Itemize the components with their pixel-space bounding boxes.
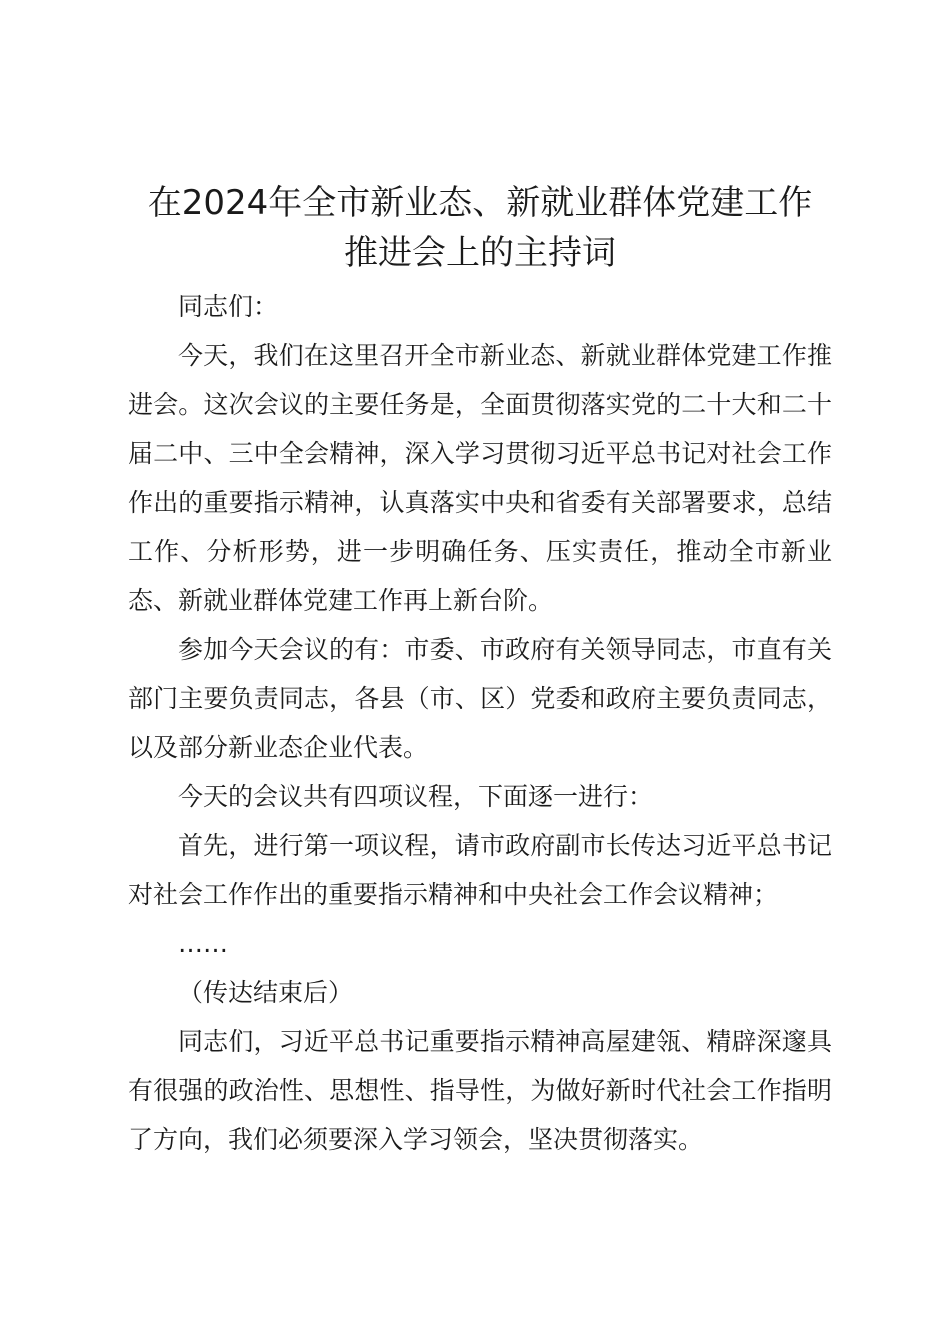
paragraph-attendees: 参加今天会议的有：市委、市政府有关领导同志，市直有关部门主要负责同志，各县（市、区）党委和政府主要负责同志，以及部分新业态企业代表。	[128, 635, 832, 762]
title-line-2: 推进会上的主持词	[344, 233, 616, 273]
paragraph-agenda-item-1: 首先，进行第一项议程，请市政府副市长传达习近平总书记对社会工作作出的重要指示精神和中央社会工作会议精神；	[128, 831, 832, 909]
paragraph-agenda-intro: 今天的会议共有四项议程，下面逐一进行：	[178, 782, 654, 811]
document-title	[110, 178, 850, 278]
paragraph-opening: 今天，我们在这里召开全市新业态、新就业群体党建工作推进会。这次会议的主要任务是，全面贯彻落实党的二十大和二十届二中、三中全会精神，深入学习贯彻习近平总书记对社会工作作出的重要指示精神，认真落实中央和省委有关部署要求，总结工作、分析形势，进一步明确任务、压实责任，推动全市新业态、新就业群体党建工作再上新台阶。	[128, 341, 832, 615]
paragraph-closing: 同志们，习近平总书记重要指示精神高屋建瓴、精辟深邃具有很强的政治性、思想性、指导性，为做好新时代社会工作指明了方向，我们必须要深入学习领会，坚决贯彻落实。	[128, 1027, 832, 1154]
salutation: 同志们：	[178, 292, 279, 321]
document-body	[128, 282, 832, 1164]
title-line-1: 在2024年全市新业态、新就业群体党建工作	[147, 183, 813, 223]
paragraph-ellipsis: ……	[178, 929, 228, 958]
paragraph-stage-note: （传达结束后）	[178, 978, 354, 1007]
